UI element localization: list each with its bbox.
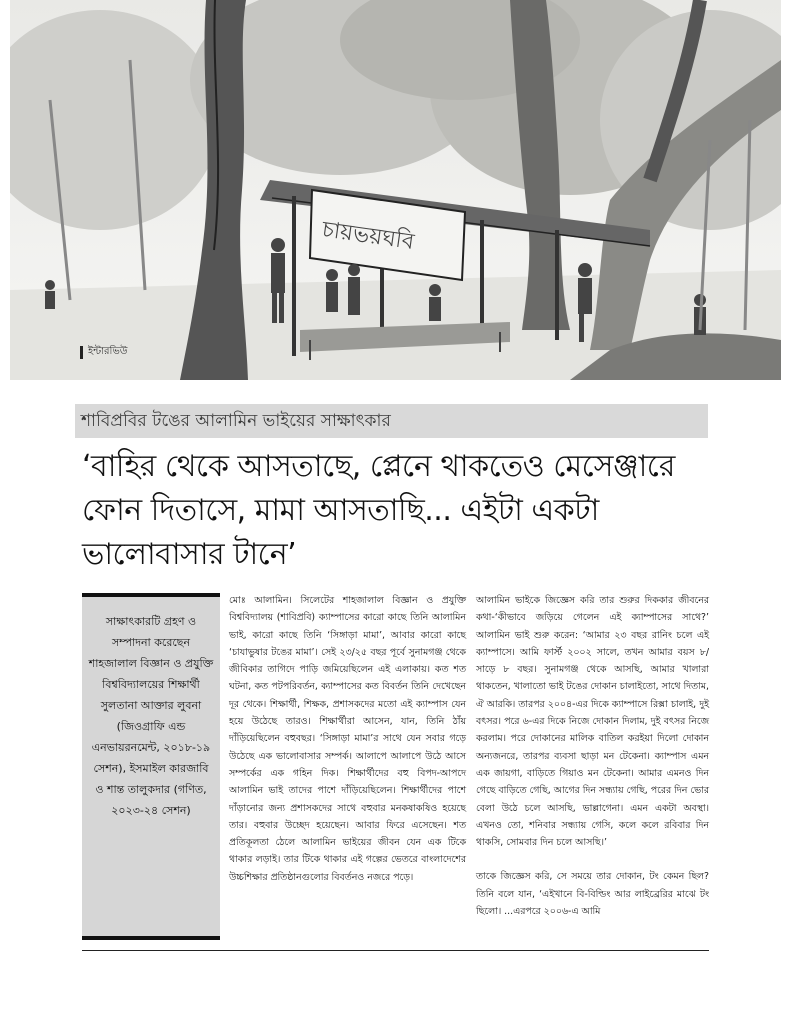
article-kicker: শাবিপ্রবির টঙের আলামিন ভাইয়ের সাক্ষাৎকার [75, 404, 708, 438]
article-column-2 [476, 592, 709, 920]
body-paragraph: মোঃ আলামিন। সিলেটের শাহজালাল বিজ্ঞান ও প্রযুক্তি বিশ্ববিদ্যালয় (শাবিপ্রবি) ক্যাম্পাসের কারো কাছে তিনি আলামিন ভাই, কারো কাছে তিনি ‘সিঙ্গাড়া মামা’, আবার কারো কাছে ‘চাযাভুষার টঙের মামা’। সেই ২৩/২৫ বছর পূর্বে সুনামগঞ্জ থেকে জীবিকার তাগিদে পাড়ি জমিয়েছিলেন এই এলাকায়। কত শত ঘটনা, কত পটপরিবর্তন, ক্যাম্পাসের কত বিবর্তন তিনি দেখেছেন দূর থেকে। শিক্ষার্থী, শিক্ষক, প্রশাসকদের মতো এই ক্যাম্পাস যেন হয়ে উঠেছে তারও। শিক্ষার্থীরা আসেন, যান, তিনি ঠাঁয় দাঁড়িয়েছিলেন বহুবছর। ‘সিঙ্গাড়া মামা’র সাথে যেন সবার গড়ে উঠেছে এক ভালোবাসার সম্পর্ক। আলাপে আলাপে উঠে আসে সম্পর্কের এক গহিন দিক। শিক্ষার্থীদের বহু বিপদ-আপদে আলামিন ভাই তাদের পাশে দাঁড়িয়েছিলেন। শিক্ষার্থীদের পাশে দাঁড়ানোর জন্য প্রশাসকদের সাথে বহুবার মনকষাকষিও হয়েছে তার। বহুবার উচ্ছেদ হয়েছেন। আবার ফিরে এসেছেন। শত প্রতিকূলতা ঠেলে আলামিন ভাইয়ের জীবন যেন এক টিকে থাকার লড়াই। তার টিকে থাকার এই গল্পের ভেতরে বাংলাদেশের উচ্চশিক্ষার প্রতিষ্ঠানগুলোর বিবর্তনও নজরে পড়ে। [229, 595, 466, 883]
campus-tea-stall-illustration [10, 0, 781, 380]
section-label [80, 344, 128, 361]
article-headline: ‘বাহির থেকে আসতাছে, প্লেনে থাকতেও মেসেঞ্জারে ফোন দিতাসে, মামা আসতাছি... এইটা একটা ভালোবাসার টানে’ [82, 449, 675, 572]
stall-sign-text: চায়ভয়ঘবি [320, 217, 416, 255]
bottom-rule [82, 950, 709, 951]
section-marker [80, 346, 83, 359]
byline-text: সাক্ষাৎকারটি গ্রহণ ও সম্পাদনা করেছেন শাহজালাল বিজ্ঞান ও প্রযুক্তি বিশ্ববিদ্যালয়ের শিক্ষার্থী সুলতানা আক্তার লুবনা (জিওগ্রাফি এন্ড এনভায়রনমেন্ট, ২০১৮-১৯ সেশন), ইসমাইল কারজাবি ও শান্ত তালুকদার (গণিত, ২০২৩-২৪ সেশন) [88, 615, 214, 817]
section-label-text: ইন্টারভিউ [88, 346, 128, 357]
body-paragraph: তাকে জিজ্ঞেস করি, সে সময়ে তার দোকান, টং কেমন ছিল? তিনি বলে যান, ‘এইখানে বি-বিল্ডিং আর লাইব্রেরির মাঝে টং ছিলো। ...এরপরে ২০০৬-এ আমি [476, 871, 709, 918]
body-paragraph: আলামিন ভাইকে জিজ্ঞেস করি তার শুরুর দিককার জীবনের কথা-‘কীভাবে জড়িয়ে গেলেন এই ক্যাম্পাসের সাথে?’ আলামিন ভাই শুরু করেন: ‘আমার ২৩ বছর রানিং চলে এই ক্যাম্পাসে। আমি ফার্স্ট ২০০২ সালে, তখন আমার বয়স ৮/সাড়ে ৮ বছর। সুনামগঞ্জ থেকে আসছি, আমার খালারা থাকতেন, খালাতো ভাই টঙের দোকান চালাইতো, সাথে দিতাম, ঐ আরকি। তারপর ২০০৪-এর দিকে ক্যাম্পাসে রিক্সা চালাই, দুই বৎসর। পরে ৬-এর দিকে নিজে দোকান দিলাম, দুই বৎসর নিজে করলাম। পরে দোকানের মালিক বাতিল করইয়া দিলো দোকান অন্যজনরে, তারপর ব্যবসা ছাড়া মন টেকেনা। ক্যাম্পাস এমন এক জায়গা, বাড়িতে গিয়াও মন টেকেনা। আমার এমনও দিন গেছে বাড়িতে গেছি, আগের দিন সন্ধ্যায় গেছি, পরের দিন ভোর বেলা উঠে চলে আসছি, ভাল্লাগেনা। এমন একটা অবস্থা। এখনও তো, শনিবার সন্ধ্যায় গেসি, কলে কলে রবিবার দিন থাকসি, সোমবার দিন চলে আসছি।’ [476, 595, 710, 849]
byline-box [82, 593, 220, 940]
article-column-1 [229, 592, 466, 886]
sketch-drawing [10, 0, 781, 380]
